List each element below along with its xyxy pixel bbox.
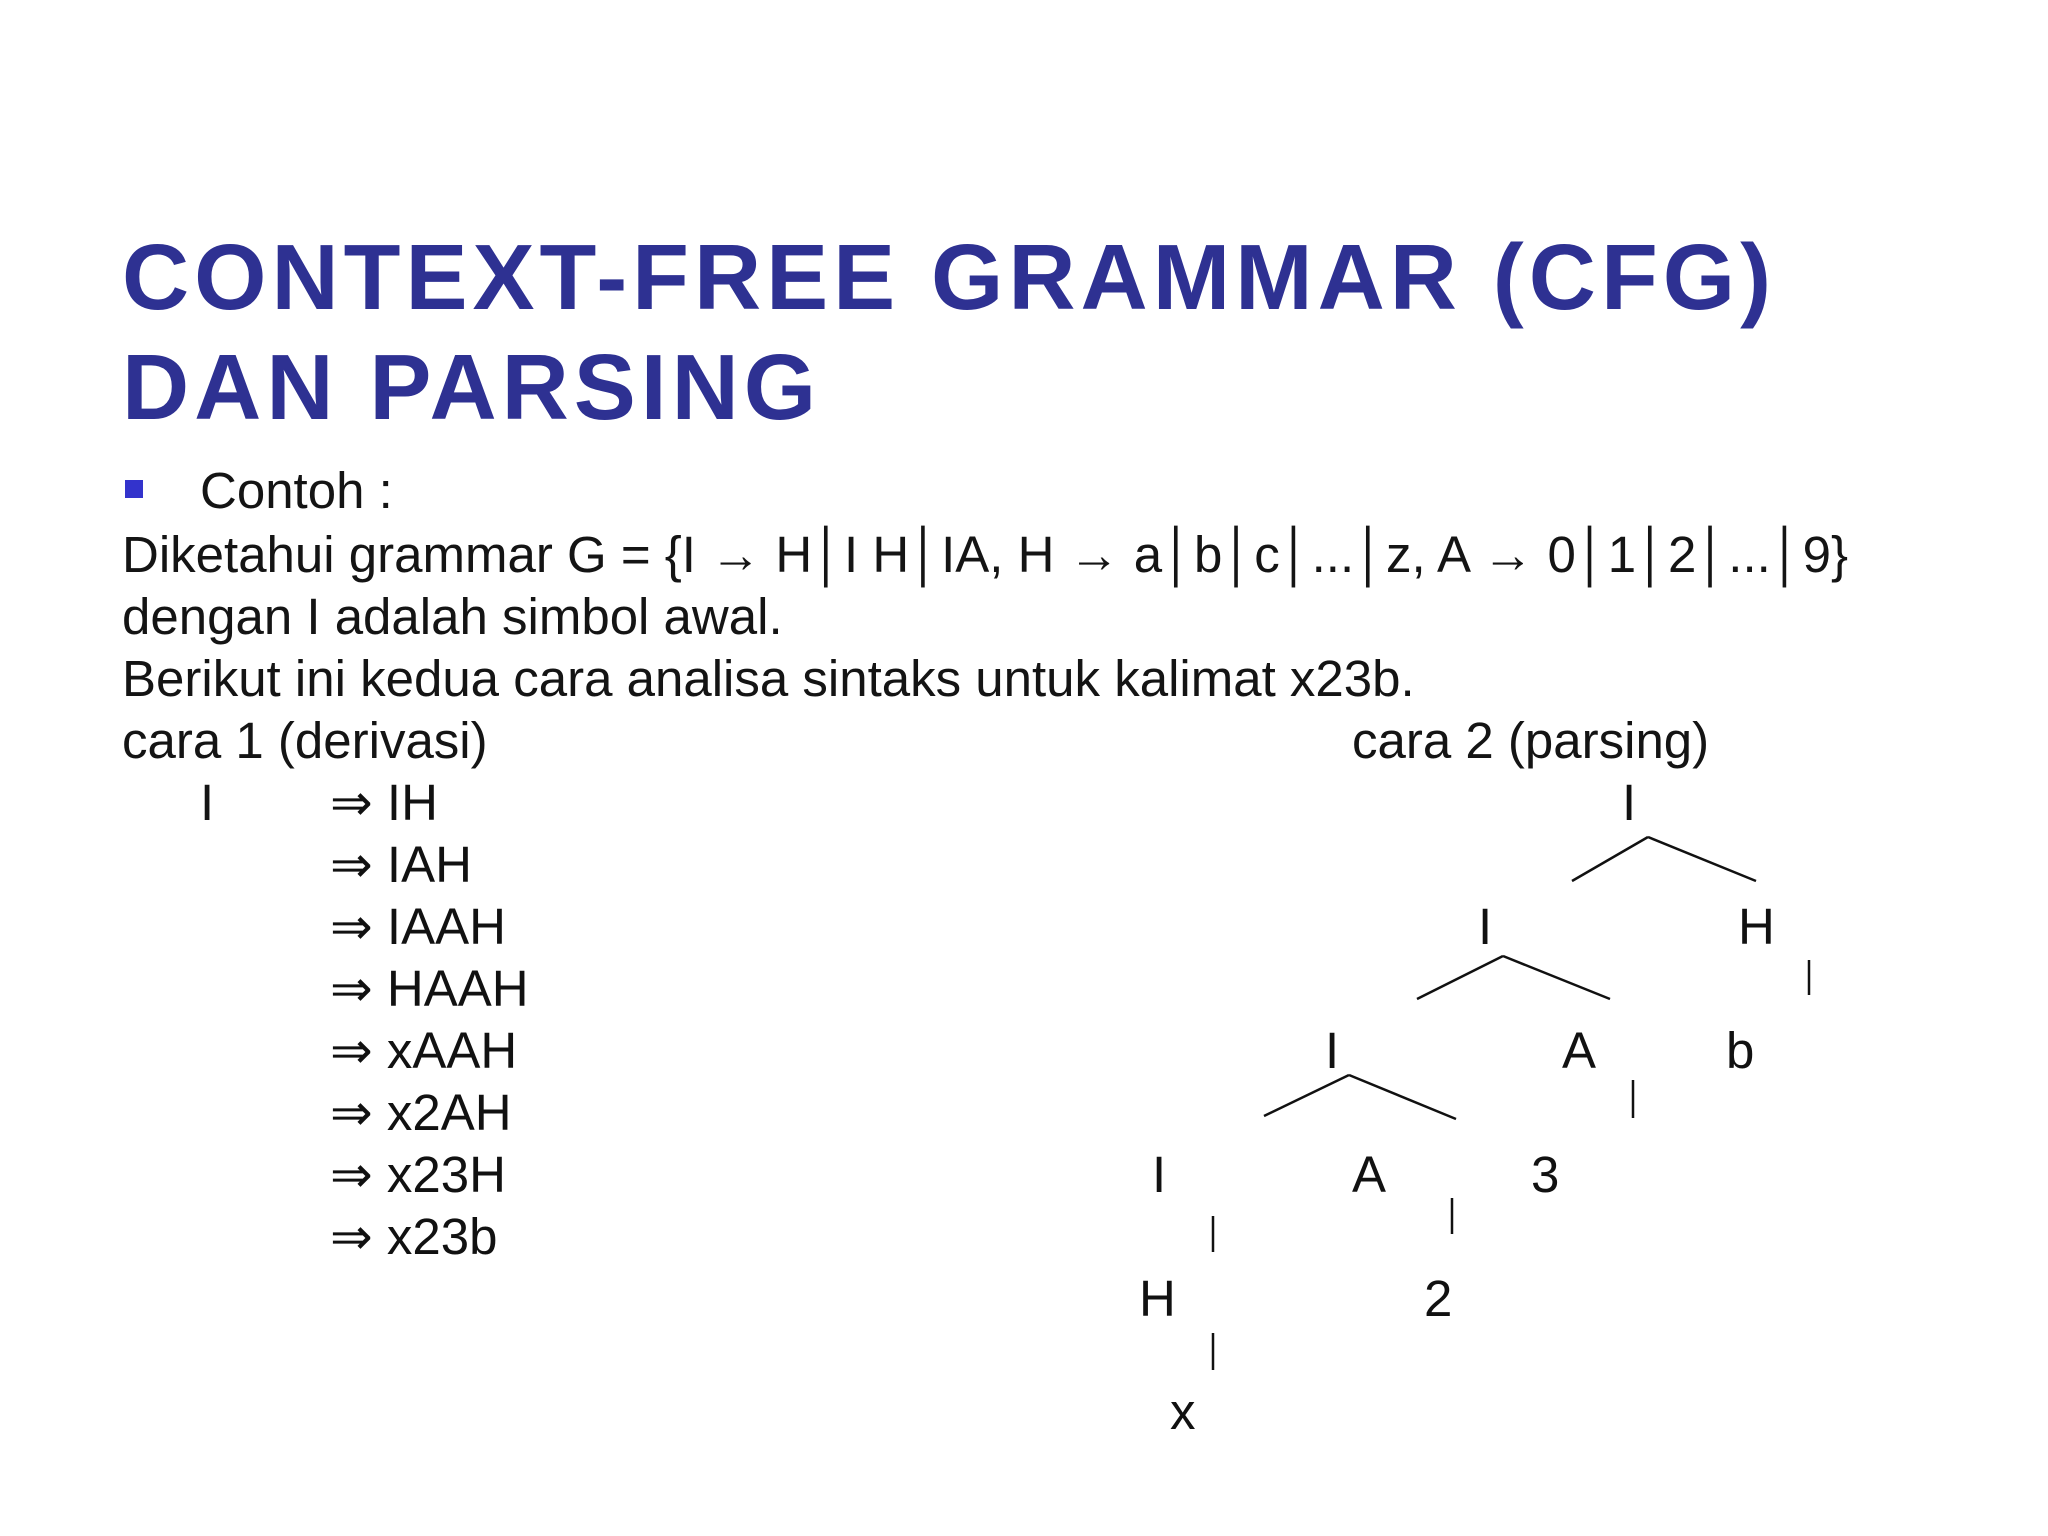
derivation-step: ⇒ xAAH: [330, 1022, 518, 1079]
tree-node: I: [1152, 1146, 1167, 1203]
derivation-step: ⇒ x23H: [330, 1146, 506, 1203]
tree-edge: [1648, 837, 1756, 881]
tree-node: A: [1352, 1146, 1387, 1203]
title-line-2: DAN PARSING: [122, 335, 822, 439]
tree-node: 3: [1531, 1146, 1560, 1203]
tree-node: I: [1325, 1022, 1340, 1079]
tree-node: I: [1478, 898, 1493, 955]
derivation-step: ⇒ IH: [330, 774, 438, 831]
derivation-step: ⇒ x23b: [330, 1208, 498, 1265]
derivation-start-symbol: I: [200, 774, 215, 831]
derivation-step: ⇒ IAAH: [330, 898, 506, 955]
grammar-definition: Diketahui grammar G = {I → H│I H│IA, H → a│b│c│...│z, A → 0│1│2│...│9}: [122, 526, 1849, 583]
derivation-heading: cara 1 (derivasi): [122, 712, 488, 769]
tree-edge: [1572, 837, 1648, 881]
intro-text: Berikut ini kedua cara analisa sintaks untuk kalimat x23b.: [122, 650, 1415, 707]
tree-edge: [1417, 956, 1503, 999]
tree-node: 2: [1424, 1270, 1453, 1327]
tree-node: x: [1170, 1383, 1196, 1440]
tree-edge: [1503, 956, 1610, 999]
derivation-step: ⇒ IAH: [330, 836, 472, 893]
start-symbol-text: dengan I adalah simbol awal.: [122, 588, 783, 645]
derivation-step: ⇒ HAAH: [330, 960, 529, 1017]
derivation-step: ⇒ x2AH: [330, 1084, 512, 1141]
title-line-1: CONTEXT-FREE GRAMMAR (CFG): [122, 225, 1777, 329]
bullet-label: Contoh :: [200, 462, 393, 519]
parsing-heading: cara 2 (parsing): [1352, 712, 1710, 769]
tree-node: H: [1738, 898, 1775, 955]
tree-node: b: [1726, 1022, 1755, 1079]
tree-node: H: [1139, 1270, 1176, 1327]
tree-node: A: [1562, 1022, 1597, 1079]
tree-edge: [1349, 1075, 1456, 1119]
tree-node: I: [1622, 774, 1637, 831]
